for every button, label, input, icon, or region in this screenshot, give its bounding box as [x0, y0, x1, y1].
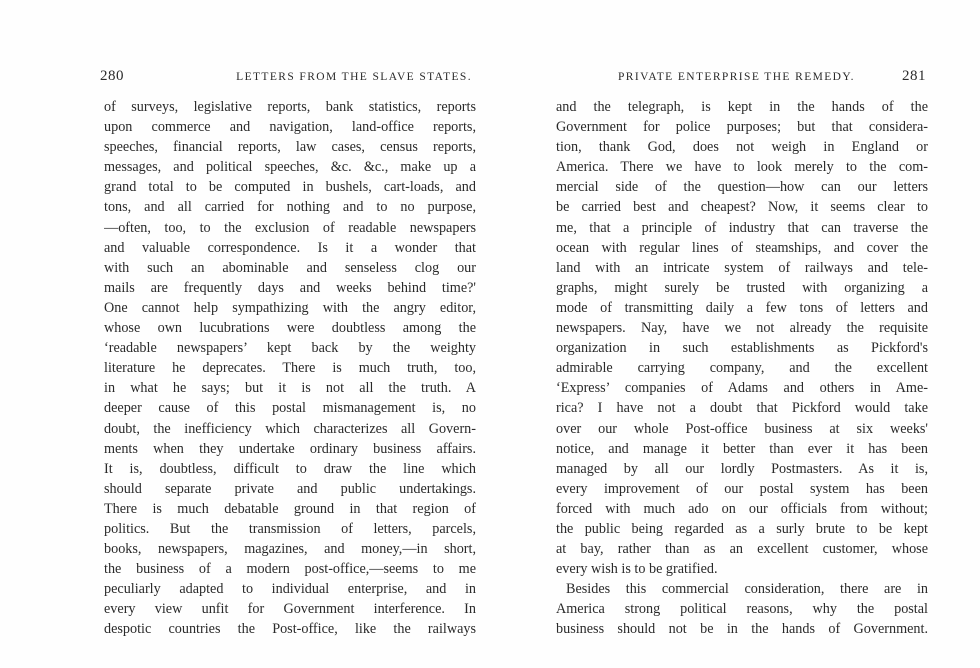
left-page-header: [100, 68, 472, 85]
text-line: mercial side of the question—how can our letters: [556, 179, 928, 196]
left-running-head: LETTERS FROM THE SLAVE STATES.: [236, 71, 472, 83]
text-line: ments when they undertake ordinary business affairs.: [104, 440, 476, 457]
text-line: ocean with regular lines of steamships, and cover the: [556, 239, 928, 256]
text-line: in what he says; but it is not all the truth. A: [104, 380, 476, 397]
text-line: despotic countries the Post-office, like the railways: [104, 621, 476, 638]
text-line: One cannot help sympathizing with the angry editor,: [104, 299, 476, 316]
text-line: —often, too, to the exclusion of readable newspapers: [104, 219, 476, 236]
text-line: tion, thank God, does not weigh in England or: [556, 139, 928, 156]
text-line: me, that a principle of industry that can traverse the: [556, 219, 928, 236]
text-line: graphs, might surely be trusted with organizing a: [556, 279, 928, 296]
text-line: every improvement of our postal system has been: [556, 480, 928, 497]
text-line: with such an abominable and senseless clog our: [104, 259, 476, 276]
text-line: land with an intricate system of railways and tele-: [556, 259, 928, 276]
text-line: business should not be in the hands of Government.: [556, 621, 928, 638]
text-line: notice, and manage it better than ever it has been: [556, 440, 928, 457]
text-line: organization in such establishments as Pickford's: [556, 340, 928, 357]
right-page: [490, 0, 980, 668]
text-line: the public being regarded as a surly brute to be kept: [556, 520, 928, 537]
text-line: politics. But the transmission of letters, parcels,: [104, 520, 476, 537]
text-line: books, newspapers, magazines, and money,—in short,: [104, 541, 476, 558]
right-page-number: 281: [902, 68, 926, 84]
text-line: ‘Express’ companies of Adams and others in Ame-: [556, 380, 928, 397]
text-line: should separate private and public undertakings.: [104, 480, 476, 497]
text-line: deeper cause of this postal mismanagement is, no: [104, 400, 476, 417]
text-line: ‘readable newspapers’ kept back by the weighty: [104, 340, 476, 357]
text-line: admirable carrying company, and the excellent: [556, 360, 928, 377]
text-line: of surveys, legislative reports, bank statistics, reports: [104, 99, 476, 115]
text-line: and valuable correspondence. Is it a wonder that: [104, 239, 476, 256]
text-line: Government for police purposes; but that considera-: [556, 119, 928, 136]
right-page-text: [556, 97, 928, 640]
right-running-head: PRIVATE ENTERPRISE THE REMEDY.: [618, 71, 855, 83]
text-line: newspapers. Nay, have we not already the requisite: [556, 320, 928, 337]
left-page-number: 280: [100, 68, 124, 84]
text-line: messages, and political speeches, &c. &c., make up a: [104, 159, 476, 176]
text-line: mails are frequently days and weeks behind time?': [104, 279, 476, 296]
text-line: forced with much ado on our officials from without;: [556, 500, 928, 517]
text-line: America strong political reasons, why the postal: [556, 601, 928, 618]
text-line: upon commerce and navigation, land-office reports,: [104, 119, 476, 136]
text-line: rica? I have not a doubt that Pickford would take: [556, 400, 928, 417]
text-line: tons, and all carried for nothing and to no purpose,: [104, 199, 476, 216]
text-line: It is, doubtless, difficult to draw the line which: [104, 460, 476, 477]
text-line: peculiarly adapted to individual enterprise, and in: [104, 581, 476, 598]
text-line: the business of a modern post-office,—seems to me: [104, 561, 476, 578]
text-line: grand total to be computed in bushels, cart-loads, and: [104, 179, 476, 196]
text-line: and the telegraph, is kept in the hands of the: [556, 99, 928, 115]
text-line: There is much debatable ground in that region of: [104, 500, 476, 517]
text-line: mode of transmitting daily a few tons of letters and: [556, 299, 928, 316]
text-line: speeches, financial reports, law cases, census reports,: [104, 139, 476, 156]
left-page-text: [104, 97, 476, 640]
text-line: be carried best and cheapest? Now, it seems clear to: [556, 199, 928, 216]
right-page-header: [618, 68, 926, 85]
text-line: at bay, rather than as an excellent customer, whose: [556, 541, 928, 558]
text-line: literature he deprecates. There is much truth, too,: [104, 360, 476, 377]
text-line: America. There we have to look merely to the com-: [556, 159, 928, 176]
text-line: every wish is to be gratified.: [556, 561, 718, 578]
text-line: over our whole Post-office business at six weeks': [556, 420, 928, 437]
text-line: whose own lucubrations were doubtless among the: [104, 320, 476, 337]
text-line: every view unfit for Government interference. In: [104, 601, 476, 618]
text-line: doubt, the inefficiency which characterizes all Govern-: [104, 420, 476, 437]
text-line: managed by all our lordly Postmasters. As it is,: [556, 460, 928, 477]
text-line: Besides this commercial consideration, there are in: [566, 581, 928, 598]
